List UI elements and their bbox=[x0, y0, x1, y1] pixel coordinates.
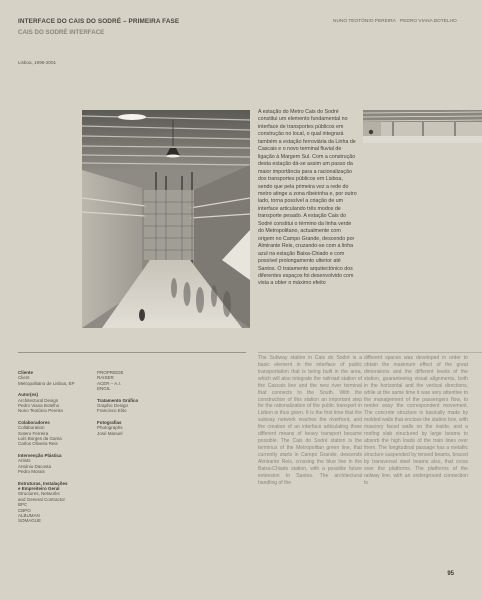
credit-photos bbox=[97, 420, 157, 436]
credit-label: Autor(es) bbox=[18, 392, 38, 398]
credit-label: PROPRIEDE bbox=[97, 370, 124, 375]
author-name: NUNO TEOTÓNIO PEREIRA bbox=[333, 19, 396, 24]
station-interior-photo bbox=[82, 110, 250, 328]
credit-value: ACER – A.I. bbox=[97, 380, 122, 386]
english-text-column: different spaces was developed in order to obtain the maximum effect of the great dimensions and the different levels of the station, guaranteeing visual alignments, both in the horizontal and the vertical directions, while at the same time it was very attentive to the management of the passengers flow, to render easy the correspondent movement. The concrete structure is basically made by molded walls that enclose the station box, with masonry faced walls on the inside, and a roofing slab structured by large beams to absorb the high loads of the train lines over them. The longitudinal passage has a metallic structure suspended by tensed beams, braced by transversal steel beams also, that cross over the platforms. The platforms of the railway line, with an underground connection to bbox=[364, 355, 468, 486]
credit-label-en: Graphic Design bbox=[97, 403, 129, 409]
credit-label-en: Collaboration bbox=[18, 425, 45, 431]
credit-value: Francisco Elito bbox=[97, 408, 127, 414]
author-name: PEDRO VIANA BOTELHO bbox=[400, 19, 457, 24]
article-subtitle: CAIS DO SODRÉ INTERFACE bbox=[18, 29, 105, 36]
credit-design bbox=[97, 370, 157, 392]
credit-value: José Manuel bbox=[97, 430, 123, 436]
article-title: INTERFACE DO CAIS DO SODRÉ – PRIMEIRA FASE bbox=[18, 18, 180, 25]
divider bbox=[258, 352, 482, 353]
credit-value: Pedro Morais bbox=[18, 469, 45, 475]
credit-value: RAISER bbox=[97, 375, 114, 381]
english-text-column: The Subway station in Cais do Sodré is a basic element in the interface of public transportation that is being built in the area, which will also integrate the railroad station of the Cascais line and the new river terminal that connects to the South. With the construction of this station an important step for the rationalization of the public transport in Lisbon is thus given. It is the first time that the subway network reaches the riverfront, and the creation of an interface articulating three different means of heavy transport became possible. The Cais do Sodré station is the terminus of the Metropolitan green line, that currently starts in Campo Grande, descends Almirante Reis, crossing the blue line in the Baixa-Chiado station, with a possible future extension to Santos. The architectural handling of the bbox=[258, 355, 362, 486]
credit-artists bbox=[18, 453, 114, 475]
credit-label-en: and General Contractor bbox=[18, 496, 66, 502]
page-number: 95 bbox=[447, 571, 454, 577]
credit-label: Tratamento Gráfico bbox=[97, 397, 139, 403]
credit-value: Nuno Teotónio Pereira bbox=[18, 408, 63, 414]
credit-value: Pedro Viana Botelho bbox=[18, 403, 60, 409]
credit-label-en: Artists bbox=[18, 458, 31, 464]
credit-value: Metropolitano de Lisboa, EP bbox=[18, 380, 75, 386]
credit-label-en: Structures, Networks bbox=[18, 491, 60, 497]
credit-label: Fotografias bbox=[97, 419, 122, 425]
credit-value: Luís Borges da Gama bbox=[18, 436, 62, 442]
divider bbox=[18, 352, 246, 353]
credit-label: e Empreiteiro Geral bbox=[18, 485, 60, 491]
credit-value: CBPO bbox=[18, 507, 31, 513]
credit-value: ALBUMAN bbox=[18, 512, 40, 518]
credit-value: António Dacosta bbox=[18, 463, 52, 469]
credit-label-en: Architectural Design bbox=[18, 397, 59, 403]
credit-graphic bbox=[97, 398, 157, 414]
credit-label: Colaboradores bbox=[18, 419, 50, 425]
credit-label-en: Photographs bbox=[97, 425, 123, 431]
credit-label-en: Client bbox=[18, 375, 30, 381]
credit-value: Carlos Oliveira Reis bbox=[18, 441, 58, 447]
credit-value: SOMAGUE bbox=[18, 518, 42, 524]
credit-value: BPC bbox=[18, 502, 28, 508]
platform-photo bbox=[363, 110, 482, 143]
credit-label: Cliente bbox=[18, 370, 34, 375]
credit-label: Estruturas, Instalações bbox=[18, 480, 68, 486]
credit-label: Intervenção Plástica bbox=[18, 452, 62, 458]
credit-value: ENGIL bbox=[97, 386, 111, 392]
credit-value: Sotero Ferreira bbox=[18, 430, 49, 436]
place-and-date: Lisboa, 1996-2001 bbox=[18, 60, 57, 65]
credits-column-2 bbox=[97, 370, 157, 442]
credit-structures bbox=[18, 481, 114, 524]
intro-paragraph bbox=[258, 109, 358, 288]
intro-text: A estação do Metro Cais do Sodré constitui um elemento fundamental no interface de transportes públicos em construção no local, o qual integrará também a estação ferroviária da Linha de Cascais e o novo terminal fluvial de ligação à Margem Sul. Com a construção desta estação dá-se assim um passo da maior importância para a racionalização dos transportes públicos em Lisboa, sendo que pela primeira vez a rede do metro atinge a zona ribeirinha e, por outro lado, torna possível a criação de um interface articulando três modos de transporte pesado. A estação Cais do Sodré constitui o término da linha verde do Metropolitano, actualmente com origem no Campo Grande, descendo por Almirante Reis, cruzando-se com a linha azul na estação Baixa-Chiado e com possível prolongamento ulterior até Santos. O tratamento arquitectónico dos diferentes espaços foi desenvolvido com vista a obter o máximo efeito bbox=[258, 109, 357, 287]
